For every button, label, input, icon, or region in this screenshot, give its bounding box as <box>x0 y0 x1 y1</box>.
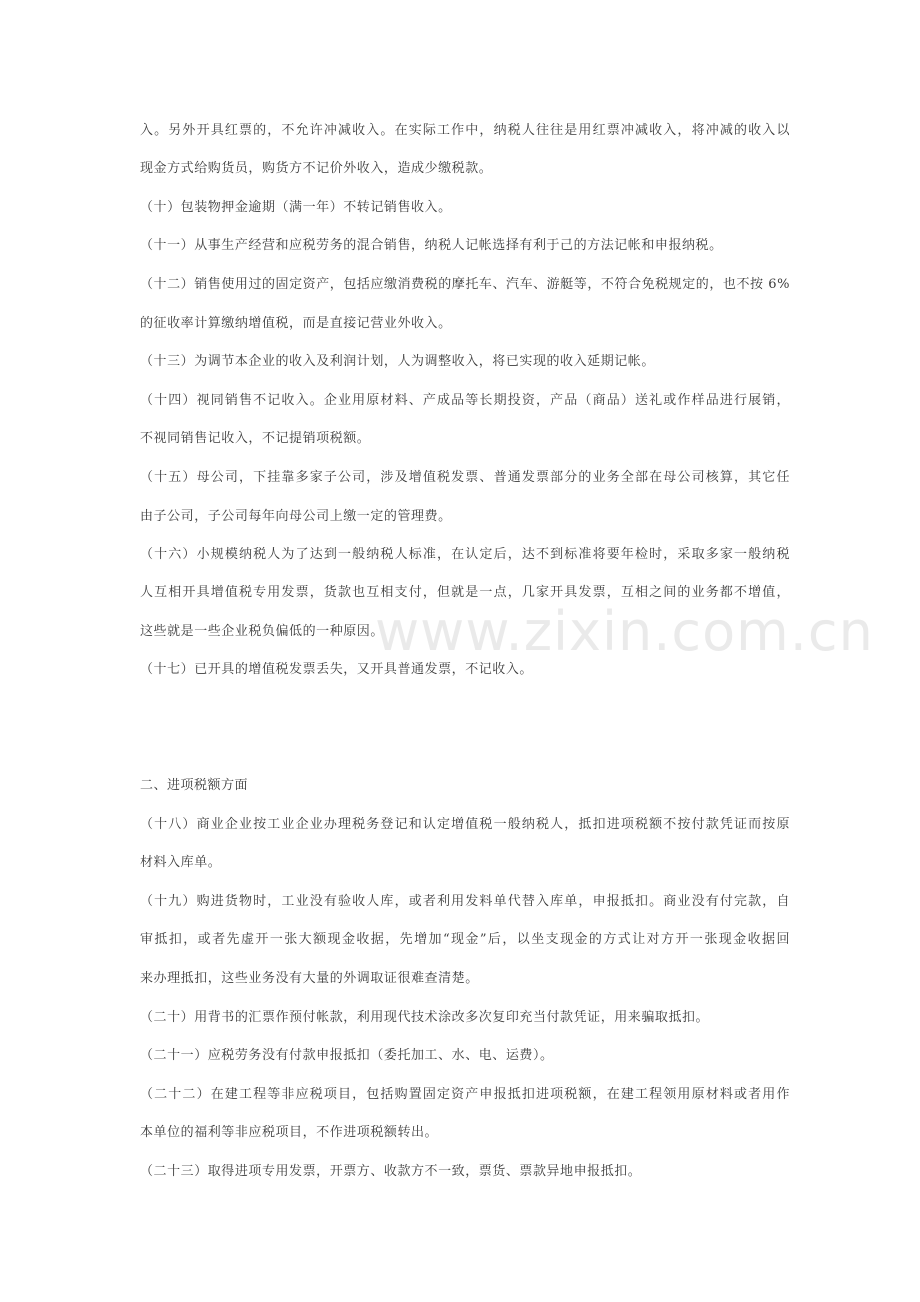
section-heading: 二、进项税额方面 <box>140 778 249 793</box>
paragraph-line: 这些就是一些企业税负偏低的一种原因。 <box>140 624 384 639</box>
paragraph-line: （十六）小规模纳税人为了达到一般纳税人标准，在认定后，达不到标准将要年检时，采取多家一般纳税 <box>140 547 790 562</box>
paragraph-line: （十九）购进货物时，工业没有验收人库，或者利用发料单代替入库单，申报抵扣。商业没有付完款，自 <box>140 894 790 909</box>
paragraph-line: 的征收率计算缴纳增值税，而是直接记营业外收入。 <box>140 316 452 331</box>
paragraph-line: （十二）销售使用过的固定资产，包括应缴消费税的摩托车、汽车、游艇等，不符合免税规定的，也不按 6% <box>140 277 790 292</box>
paragraph-line: 审抵扣，或者先虚开一张大额现金收据，先增加“现金”后，以坐支现金的方式让对方开一张现金收据回 <box>140 932 790 947</box>
paragraph-line: 不视同销售记收入，不记提销项税额。 <box>140 431 371 446</box>
paragraph-line: 人互相开具增值税专用发票，货款也互相支付，但就是一点，几家开具发票，互相之间的业务都不增值， <box>140 585 790 600</box>
paragraph-line: 本单位的福利等非应税项目，不作进项税额转出。 <box>140 1125 439 1140</box>
paragraph-line: （十五）母公司，下挂靠多家子公司，涉及增值税发票、普通发票部分的业务全部在母公司核算，其它任 <box>140 470 790 485</box>
paragraph-line: （十四）视同销售不记收入。企业用原材料、产成品等长期投资，产品（商品）送礼或作样品进行展销， <box>140 393 790 408</box>
paragraph-line: 材料入库单。 <box>140 855 222 870</box>
paragraph-line: （十七）已开具的增值税发票丢失，又开具普通发票，不记收入。 <box>140 662 533 677</box>
paragraph-line: 现金方式给购货员，购货方不记价外收入，造成少缴税款。 <box>140 161 493 176</box>
paragraph-line: 入。另外开具红票的，不允许冲减收入。在实际工作中，纳税人往往是用红票冲减收入，将冲减的收入以 <box>140 123 790 138</box>
paragraph-line: （十八）商业企业按工业企业办理税务登记和认定增值税一般纳税人，抵扣进项税额不按付款凭证而按原 <box>140 817 790 832</box>
paragraph-line: （十三）为调节本企业的收入及利润计划，人为调整收入，将已实现的收入延期记帐。 <box>140 354 655 369</box>
paragraph-line: （二十二）在建工程等非应税项目，包括购置固定资产申报抵扣进项税额，在建工程领用原材料或者用作 <box>140 1087 790 1102</box>
paragraph-line: 来办理抵扣，这些业务没有大量的外调取证很难查清楚。 <box>140 971 479 986</box>
paragraph-line: （二十）用背书的汇票作预付帐款，利用现代技术涂改多次复印充当付款凭证，用来骗取抵扣。 <box>140 1010 710 1025</box>
paragraph-line: （十一）从事生产经营和应税劳务的混合销售，纳税人记帐选择有利于己的方法记帐和申报纳税。 <box>140 238 723 253</box>
paragraph-line: （十）包装物押金逾期（满一年）不转记销售收入。 <box>140 200 452 215</box>
watermark: www.zixin.com.cn <box>375 600 874 663</box>
paragraph-line: （二十三）取得进项专用发票，开票方、收款方不一致，票货、票款异地申报抵扣。 <box>140 1164 642 1179</box>
paragraph-line: （二十一）应税劳务没有付款申报抵扣（委托加工、水、电、运费）。 <box>140 1048 554 1063</box>
paragraph-line: 由子公司，子公司每年向母公司上缴一定的管理费。 <box>140 509 452 524</box>
